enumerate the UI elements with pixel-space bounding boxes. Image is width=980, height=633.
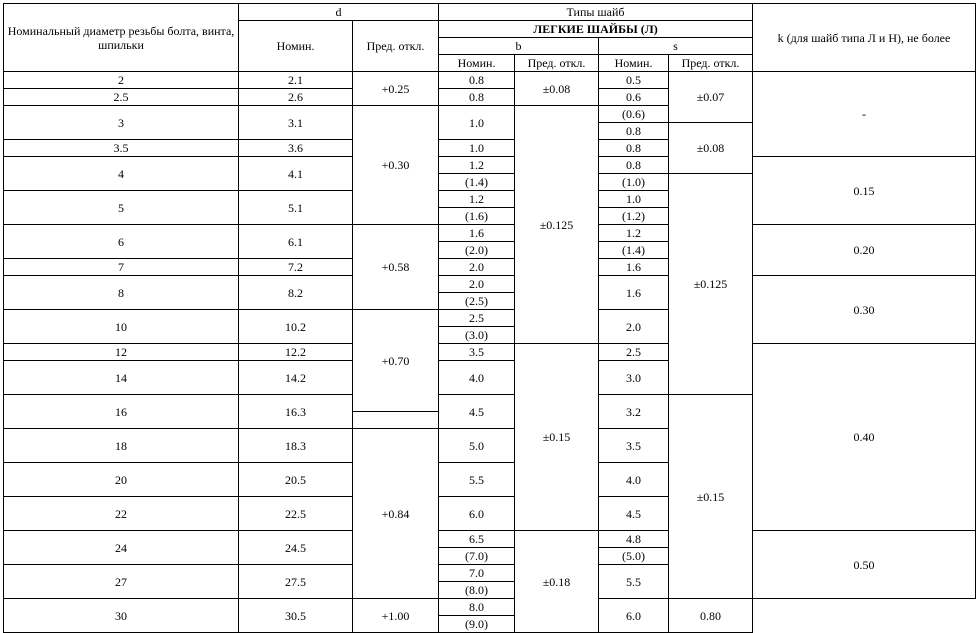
s-nom-cell: 0.6 [599,89,669,106]
d-nom-cell: 4.1 [239,157,353,191]
d-tol-cell: +1.00 [353,599,439,633]
b-nom-cell: 8.0 [439,599,515,616]
dia-cell: 3 [4,106,239,140]
k-cell: 0.30 [753,276,976,344]
d-nom-cell: 16.3 [239,395,353,429]
b-nom-cell: 4.5 [439,395,515,429]
dia-cell: 20 [4,463,239,497]
b-nom-cell: 0.8 [439,89,515,106]
b-nom-cell: 1.0 [439,140,515,157]
s-nom-cell: 0.8 [599,157,669,174]
b-nom-cell: 6.0 [439,497,515,531]
s-nom-cell: 1.2 [599,225,669,242]
s-nom-header: Номин. [599,55,669,72]
b-nom-cell: 1.0 [439,106,515,140]
k-cell: 0.50 [753,531,976,599]
s-nom-cell: (0.6) [599,106,669,123]
s-nom-cell: 2.5 [599,344,669,361]
b-nom-cell: 6.5 [439,531,515,548]
dia-cell: 5 [4,191,239,225]
dia-cell: 24 [4,531,239,565]
k-cell: 0.40 [753,344,976,531]
d-nom-cell: 5.1 [239,191,353,225]
dia-cell: 8 [4,276,239,310]
dia-cell: 10 [4,310,239,344]
dia-cell: 16 [4,395,239,429]
s-tol-cell: ±0.08 [669,123,753,174]
s-nom-cell: 0.8 [599,123,669,140]
d-nom-cell: 10.2 [239,310,353,344]
s-nom-cell: 1.6 [599,276,669,310]
d-nom-cell: 7.2 [239,259,353,276]
s-nom-cell: 3.2 [599,395,669,429]
k-cell: 0.20 [753,225,976,276]
dia-cell: 3.5 [4,140,239,157]
d-nom-cell: 24.5 [239,531,353,565]
b-nom-cell: (1.4) [439,174,515,191]
s-nom-cell: 3.5 [599,429,669,463]
s-nom-cell: 1.0 [599,191,669,208]
b-nom-cell: 7.0 [439,565,515,582]
s-nom-cell: 4.8 [599,531,669,548]
b-nom-cell: 5.5 [439,463,515,497]
b-header: b [439,38,599,55]
b-nom-cell: 2.0 [439,259,515,276]
washer-types-header: Типы шайб [439,4,753,21]
nominal-diameter-header: Номинальный диаметр резьбы болта, винта, шпильки [4,4,239,72]
s-header: s [599,38,753,55]
b-nom-cell: 1.2 [439,157,515,174]
b-nom-header: Номин. [439,55,515,72]
d-nom-header: Номин. [239,21,353,72]
dia-cell: 27 [4,565,239,599]
dia-cell: 30 [4,599,239,633]
dia-cell: 4 [4,157,239,191]
k-cell: - [753,72,976,157]
dia-cell: 2 [4,72,239,89]
d-nom-cell: 2.6 [239,89,353,106]
d-header: d [239,4,439,21]
s-tol-cell: ±0.07 [669,72,753,123]
k-header: k (для шайб типа Л и Н), не более [753,4,976,72]
d-tol-cell: +0.70 [353,310,439,412]
d-tol-header: Пред. откл. [353,21,439,72]
b-tol-header: Пред. откл. [515,55,599,72]
b-nom-cell: (1.6) [439,208,515,225]
dia-cell: 18 [4,429,239,463]
light-washers-header: ЛЕГКИЕ ШАЙБЫ (Л) [439,21,753,38]
d-nom-cell: 14.2 [239,361,353,395]
b-nom-cell: 1.2 [439,191,515,208]
s-nom-cell: 0.8 [599,140,669,157]
d-nom-cell: 18.3 [239,429,353,463]
s-nom-cell: (1.2) [599,208,669,225]
dia-cell: 7 [4,259,239,276]
b-nom-cell: 0.8 [439,72,515,89]
dia-cell: 14 [4,361,239,395]
b-nom-cell: 4.0 [439,361,515,395]
d-nom-cell: 3.6 [239,140,353,157]
b-nom-cell: 5.0 [439,429,515,463]
dia-cell: 2.5 [4,89,239,106]
s-nom-cell: 5.5 [599,565,669,599]
d-nom-cell: 2.1 [239,72,353,89]
d-tol-cell: +0.58 [353,225,439,310]
d-nom-cell: 30.5 [239,599,353,633]
d-nom-cell: 3.1 [239,106,353,140]
b-nom-cell: (8.0) [439,582,515,599]
d-tol-cell: +0.25 [353,72,439,106]
s-nom-cell: 3.0 [599,361,669,395]
d-nom-cell: 8.2 [239,276,353,310]
s-nom-cell: (1.4) [599,242,669,259]
d-nom-cell: 6.1 [239,225,353,259]
d-nom-cell: 12.2 [239,344,353,361]
s-nom-cell: 1.6 [599,259,669,276]
b-tol-cell: ±0.125 [515,106,599,344]
washer-dimensions-table [3,3,976,633]
b-nom-cell: 2.0 [439,276,515,293]
s-nom-cell: (1.0) [599,174,669,191]
s-tol-cell: ±0.125 [669,174,753,395]
b-nom-cell: 3.5 [439,344,515,361]
b-nom-cell: 2.5 [439,310,515,327]
b-tol-cell: ±0.18 [515,531,599,633]
s-nom-cell: 6.0 [599,599,669,633]
k-cell: 0.80 [669,599,753,633]
s-nom-cell: 4.0 [599,463,669,497]
b-nom-cell: (3.0) [439,327,515,344]
b-nom-cell: (9.0) [439,616,515,633]
d-nom-cell: 22.5 [239,497,353,531]
dia-cell: 6 [4,225,239,259]
dia-cell: 22 [4,497,239,531]
s-nom-cell: 0.5 [599,72,669,89]
d-tol-cell: +0.30 [353,106,439,225]
d-tol-cell: +0.84 [353,429,439,599]
d-nom-cell: 27.5 [239,565,353,599]
s-nom-cell: 2.0 [599,310,669,344]
s-tol-cell: ±0.15 [669,395,753,599]
k-cell: 0.15 [753,157,976,225]
b-tol-cell: ±0.15 [515,344,599,531]
s-nom-cell: (5.0) [599,548,669,565]
s-nom-cell: 4.5 [599,497,669,531]
s-tol-header: Пред. откл. [669,55,753,72]
b-nom-cell: (2.0) [439,242,515,259]
b-nom-cell: (2.5) [439,293,515,310]
d-nom-cell: 20.5 [239,463,353,497]
b-tol-cell: ±0.08 [515,72,599,106]
b-nom-cell: 1.6 [439,225,515,242]
dia-cell: 12 [4,344,239,361]
b-nom-cell: (7.0) [439,548,515,565]
